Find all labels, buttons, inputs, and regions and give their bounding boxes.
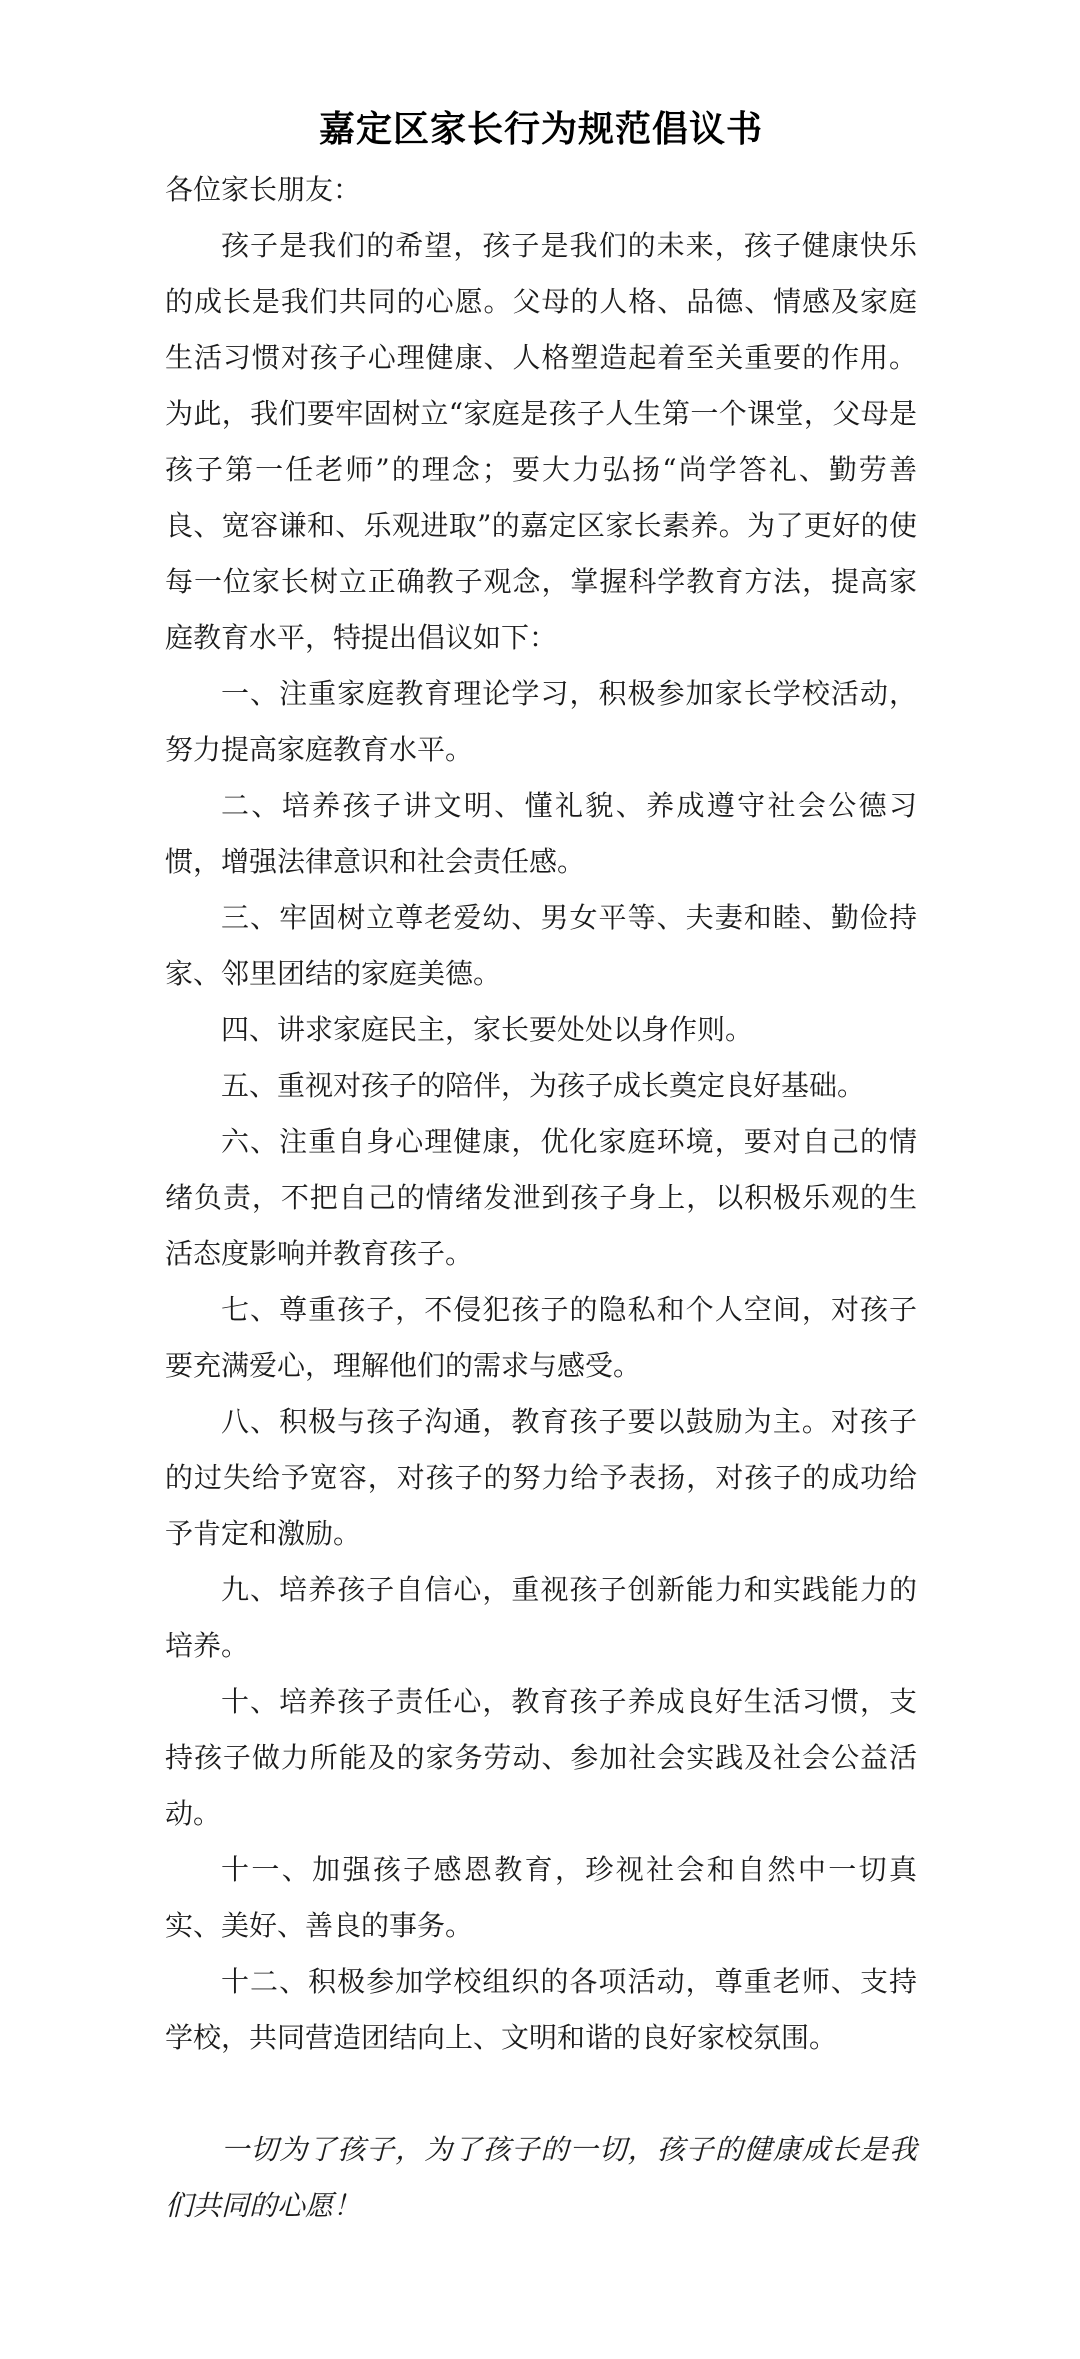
document-page (165, 0, 917, 2359)
proposal-item-7: 七、尊重孩子，不侵犯孩子的隐私和个人空间，对孩子要充满爱心，理解他们的需求与感受。 (165, 1293, 917, 1382)
document-body (165, 162, 917, 2234)
proposal-item-11: 十一、加强孩子感恩教育，珍视社会和自然中一切真实、美好、善良的事务。 (165, 1853, 917, 1942)
document-title: 嘉定区家长行为规范倡议书 (318, 109, 763, 150)
proposal-item-2: 二、培养孩子讲文明、懂礼貌、养成遵守社会公德习惯，增强法律意识和社会责任感。 (165, 789, 917, 878)
proposal-item-3: 三、牢固树立尊老爱幼、男女平等、夫妻和睦、勤俭持家、邻里团结的家庭美德。 (165, 901, 917, 990)
proposal-item-1: 一、注重家庭教育理论学习，积极参加家长学校活动，努力提高家庭教育水平。 (165, 677, 917, 766)
proposal-item-8: 八、积极与孩子沟通，教育孩子要以鼓励为主。对孩子的过失给予宽容，对孩子的努力给予表扬，对孩子的成功给予肯定和激励。 (165, 1405, 917, 1550)
proposal-item-5: 五、重视对孩子的陪伴，为孩子成长奠定良好基础。 (221, 1069, 866, 1102)
proposal-item-9: 九、培养孩子自信心，重视孩子创新能力和实践能力的培养。 (165, 1573, 917, 1662)
salutation: 各位家长朋友： (165, 173, 362, 206)
proposal-item-4: 四、讲求家庭民主，家长要处处以身作则。 (221, 1013, 754, 1046)
proposal-item-10: 十、培养孩子责任心，教育孩子养成良好生活习惯，支持孩子做力所能及的家务劳动、参加社会实践及社会公益活动。 (165, 1685, 917, 1830)
closing-statement: 一切为了孩子，为了孩子的一切，孩子的健康成长是我们共同的心愿！ (165, 2133, 917, 2222)
proposal-item-6: 六、注重自身心理健康，优化家庭环境，要对自己的情绪负责，不把自己的情绪发泄到孩子身上，以积极乐观的生活态度影响并教育孩子。 (165, 1125, 917, 1270)
proposal-item-12: 十二、积极参加学校组织的各项活动，尊重老师、支持学校，共同营造团结向上、文明和谐的良好家校氛围。 (165, 1965, 917, 2054)
paragraph-gap (165, 2066, 917, 2122)
intro-paragraph: 孩子是我们的希望，孩子是我们的未来，孩子健康快乐的成长是我们共同的心愿。父母的人格、品德、情感及家庭生活习惯对孩子心理健康、人格塑造起着至关重要的作用。为此，我们要牢固树立“家庭是孩子人生第一个课堂，父母是孩子第一任老师”的理念；要大力弘扬“尚学答礼、勤劳善良、宽容谦和、乐观进取”的嘉定区家长素养。为了更好的使每一位家长树立正确教子观念，掌握科学教育方法，提高家庭教育水平，特提出倡议如下： (165, 229, 917, 654)
